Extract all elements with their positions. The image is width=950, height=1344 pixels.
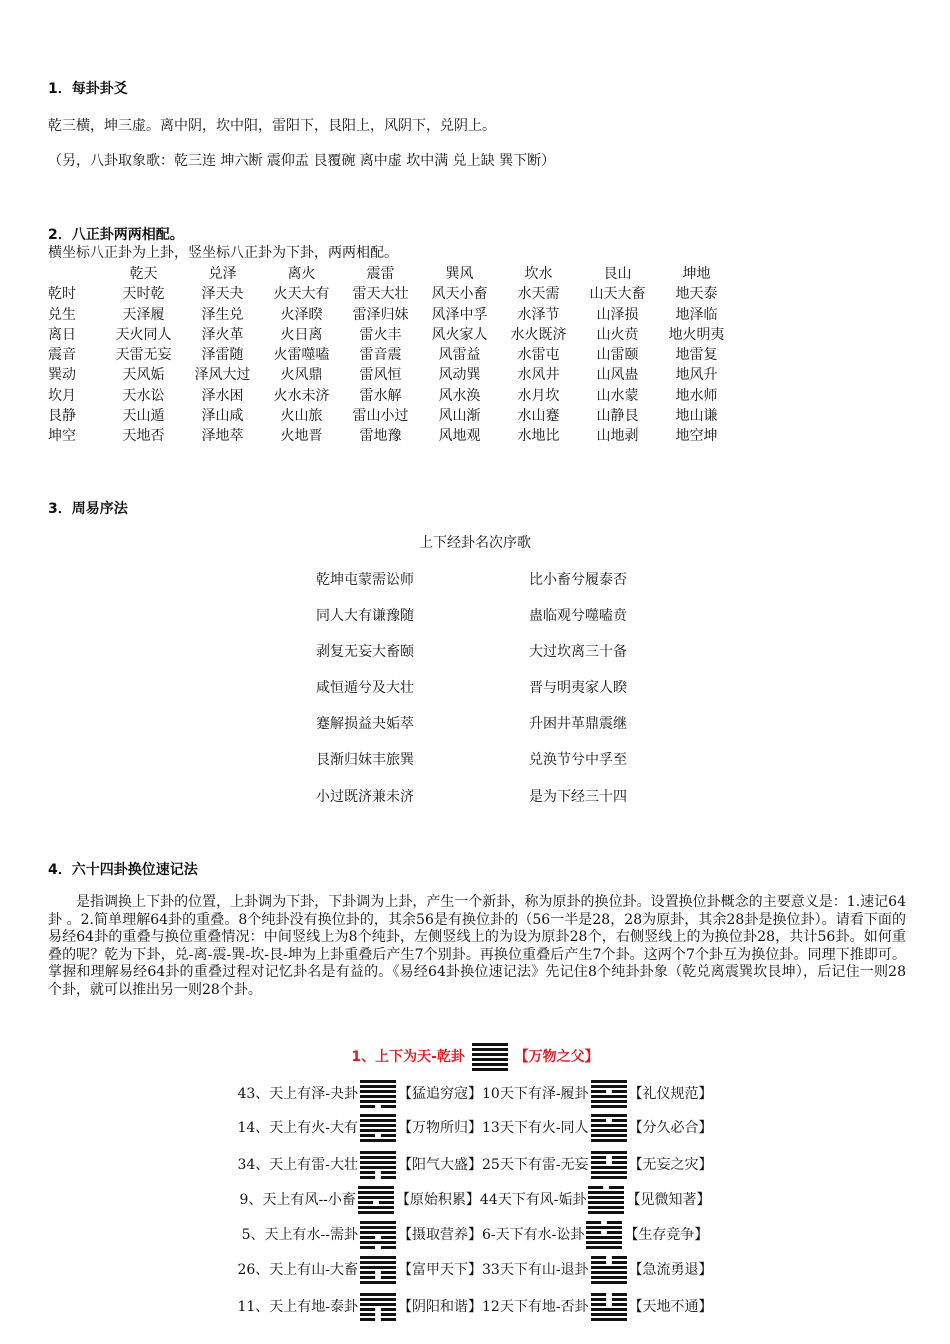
- yin-line-segment: [381, 1308, 396, 1311]
- yin-line-segment: [586, 1221, 601, 1224]
- yin-line-segment: [611, 1119, 626, 1122]
- column-header: 坎水: [524, 266, 553, 282]
- hexagram-left-motto: 【猛追穷寇】: [398, 1086, 482, 1102]
- hexagram-glyph: [472, 1043, 508, 1071]
- hexagram-icon: [591, 1293, 627, 1321]
- table-cell: 地雷复: [675, 347, 718, 364]
- table-cell: 天火同人: [115, 326, 172, 343]
- hexagram-left-label: 14、天上有火-大有: [237, 1120, 358, 1136]
- hexagram-glyph: [588, 1186, 624, 1214]
- section1-title: 1．每卦卦爻: [48, 81, 128, 97]
- hexagram-right-motto: 【分久必合】: [628, 1120, 713, 1136]
- hexagram-right-motto: 【礼仪规范】: [628, 1086, 713, 1102]
- yin-line-segment: [591, 1090, 606, 1093]
- yin-line-segment: [381, 1176, 396, 1179]
- yang-line: [360, 1293, 396, 1296]
- yang-line: [360, 1129, 396, 1132]
- table-row: [48, 305, 736, 325]
- row-header: 兑生: [48, 306, 76, 323]
- row-header: 乾时: [48, 286, 76, 303]
- yang-line: [591, 1100, 627, 1103]
- table-cell: 地泽临: [675, 306, 718, 323]
- yin-line-segment: [588, 1186, 603, 1189]
- hexagram-glyph: [360, 1114, 396, 1142]
- table-cell: 雷火丰: [359, 326, 402, 343]
- column-header: 巽风: [445, 266, 474, 282]
- hexagram-row: [0, 1293, 950, 1321]
- table-cell: 地天泰: [675, 286, 718, 303]
- yang-line: [591, 1085, 627, 1088]
- song-line-left: 剥复无妄大畜颐: [316, 644, 414, 660]
- song-line-right: 比小畜兮履泰否: [529, 572, 627, 588]
- hexagram-row: [0, 1151, 950, 1179]
- table-header-row: [48, 264, 736, 284]
- hexagram-left-motto: 【阳气大盛】: [398, 1157, 482, 1173]
- table-corner: [48, 264, 104, 284]
- table-cell: 地火明夷: [668, 326, 725, 343]
- hexagram-left-label: 9、天上有风--小畜: [239, 1192, 356, 1208]
- yin-line-segment: [611, 1303, 626, 1306]
- table-row: [48, 284, 736, 304]
- yin-line-segment: [607, 1221, 622, 1224]
- table-row: [48, 365, 736, 385]
- yang-line: [588, 1211, 624, 1214]
- table-cell: 山地剥: [596, 428, 639, 445]
- yin-line-segment: [591, 1298, 606, 1301]
- hexagram-icon: [360, 1080, 396, 1108]
- hexagram-right-label: 33天下有山-退卦: [482, 1262, 589, 1278]
- yin-line-segment: [611, 1090, 626, 1093]
- yang-line: [360, 1124, 396, 1127]
- yang-line: [591, 1318, 627, 1321]
- table-cell: 天风姤: [122, 367, 165, 384]
- column-header: 离火: [287, 266, 316, 282]
- yin-line-segment: [381, 1313, 396, 1316]
- row-header: 艮静: [48, 408, 76, 425]
- column-header: 兑泽: [208, 266, 237, 282]
- yin-line-segment: [609, 1186, 624, 1189]
- row-header: 坤空: [48, 428, 76, 445]
- table-cell: 泽雷随: [201, 347, 244, 364]
- yin-line-segment: [360, 1236, 375, 1239]
- table-cell: 水天需: [517, 286, 560, 303]
- table-cell: 火天大有: [273, 286, 330, 303]
- hexagram-right-label: 44天下有风-姤卦: [479, 1192, 587, 1208]
- table-cell: 风泽中孚: [431, 306, 488, 323]
- song-line-left: 咸恒遁兮及大壮: [316, 680, 414, 696]
- song-line-left: 乾坤屯蒙需讼师: [316, 572, 414, 588]
- table-cell: 山水蒙: [596, 387, 639, 404]
- table-cell: 雷泽归妹: [352, 306, 409, 323]
- yang-line: [591, 1166, 627, 1169]
- hexagram-glyph: [358, 1186, 394, 1214]
- yang-line: [472, 1043, 508, 1046]
- table-cell: 风火家人: [431, 326, 488, 343]
- table-cell: 泽地萃: [201, 428, 244, 445]
- table-cell: 泽天夬: [201, 286, 244, 303]
- yang-line: [358, 1191, 394, 1194]
- yin-line-segment: [360, 1313, 375, 1316]
- section2-title: 2．八正卦两两相配。: [48, 227, 184, 243]
- table-cell: 风雷益: [438, 347, 481, 364]
- table-cell: 天泽履: [122, 306, 165, 323]
- yin-line-segment: [381, 1236, 396, 1239]
- song-line-right: 是为下经三十四: [529, 789, 627, 805]
- yang-line: [588, 1196, 624, 1199]
- hexagram-icon: [360, 1293, 396, 1321]
- song-line-left: 蹇解损益夬姤萃: [316, 716, 414, 732]
- yang-line: [358, 1186, 394, 1189]
- song-line-right: 兑涣节兮中孚至: [529, 752, 627, 768]
- song-line-left: 艮渐归妹丰旅巽: [316, 752, 414, 768]
- hexagram-right-label: 6-天下有水-讼卦: [482, 1227, 585, 1243]
- yang-line: [591, 1266, 627, 1269]
- yang-line: [591, 1114, 627, 1117]
- yin-line-segment: [611, 1261, 626, 1264]
- yang-line: [591, 1151, 627, 1154]
- yang-line: [358, 1211, 394, 1214]
- section3-title: 3．周易序法: [48, 501, 128, 517]
- song-line-right: 升困井革鼎震继: [529, 716, 627, 732]
- yang-line: [591, 1080, 627, 1083]
- table-cell: 风地观: [438, 428, 481, 445]
- yang-line: [360, 1241, 396, 1244]
- yin-line-segment: [591, 1119, 606, 1122]
- yin-line-segment: [591, 1256, 606, 1259]
- table-cell: 雷地豫: [359, 428, 402, 445]
- yin-line-segment: [360, 1176, 375, 1179]
- yang-line: [586, 1241, 622, 1244]
- yang-line: [360, 1100, 396, 1103]
- yin-line-segment: [360, 1318, 375, 1321]
- hexagram-glyph: [586, 1221, 622, 1249]
- table-cell: 山天大畜: [589, 286, 646, 303]
- hexagram-row: [0, 1186, 950, 1214]
- hexagram-left-motto: 【万物所归】: [398, 1120, 482, 1136]
- hexagram-right-label: 10天下有泽-履卦: [482, 1086, 589, 1102]
- table-cell: 雷天大壮: [352, 286, 409, 303]
- yin-line-segment: [611, 1298, 626, 1301]
- yin-line-segment: [381, 1105, 396, 1108]
- column-header: 坤地: [682, 266, 711, 282]
- yang-line: [360, 1095, 396, 1098]
- yang-line: [591, 1276, 627, 1279]
- yin-line-segment: [360, 1276, 375, 1279]
- yin-line-segment: [360, 1171, 375, 1174]
- yang-line: [591, 1139, 627, 1142]
- table-cell: 水地比: [517, 428, 560, 445]
- hexagram-right-motto: 【无妄之灾】: [628, 1157, 713, 1173]
- table-cell: 火雷噬嗑: [273, 347, 330, 364]
- table-cell: 山火贲: [596, 326, 639, 343]
- table-row: [48, 345, 736, 365]
- yin-line-segment: [611, 1256, 626, 1259]
- section1-line2: （另，八卦取象歌：乾三连 坤六断 震仰盂 艮覆碗 离中虚 坎中满 兑上缺 巽下断）: [48, 153, 556, 169]
- yang-line: [360, 1231, 396, 1234]
- yin-line-segment: [360, 1105, 375, 1108]
- yin-line-segment: [381, 1134, 396, 1137]
- hexagram-left-label: 34、天上有雷-大壮: [237, 1157, 358, 1173]
- yang-line: [591, 1176, 627, 1179]
- song-line-right: 晋与明夷家人睽: [529, 680, 627, 696]
- yang-line: [360, 1298, 396, 1301]
- yang-line: [360, 1303, 396, 1306]
- table-cell: 雷风恒: [359, 367, 402, 384]
- yin-line-segment: [358, 1201, 373, 1204]
- table-cell: 风水涣: [438, 387, 481, 404]
- hexagram-glyph: [360, 1256, 396, 1284]
- table-cell: 火水未济: [273, 387, 330, 404]
- yang-line: [472, 1063, 508, 1066]
- yang-line: [591, 1095, 627, 1098]
- yang-line: [358, 1206, 394, 1209]
- yin-line-segment: [591, 1161, 606, 1164]
- section4-body: 是指调换上下卦的位置，上卦调为下卦，下卦调为上卦，产生一个新卦，称为原卦的换位卦。设置换位卦概念的主要意义是：1.速记64卦 。2.简单理解64卦的重叠。8个纯卦没有换位卦的，其余56是有换位卦的（56一半是28，28为原卦，其余28卦是换位卦）。请看下面的易经64卦的重叠与换位重叠情况：中间竖线上为8个纯卦，左侧竖线上的为设为原卦28个，右侧竖线上的为换位卦28，共计56卦。如何重叠的呢？乾为下卦，兑-离-震-巽-坎-艮-坤为上卦重叠后产生7个别卦。再换位重叠后产生7个卦。这两个7个卦互为换位卦。同理下推即可。掌握和理解易经64卦的重叠过程对记忆卦名是有益的。《易经64卦换位速记法》先记住8个纯卦卦象（乾兑离震巽坎艮坤），后记住一则28个卦，就可以推出另一则28个卦。: [48, 894, 906, 998]
- yin-line-segment: [586, 1231, 601, 1234]
- hexagram-right-motto: 【见微知著】: [626, 1192, 711, 1208]
- yang-line: [360, 1256, 396, 1259]
- hexagram-glyph: [591, 1114, 627, 1142]
- table-cell: 天水讼: [122, 387, 165, 404]
- hexagram-icon: [472, 1043, 508, 1071]
- gua-pairing-table: [48, 264, 736, 447]
- hexagram-left-label: 5、天上有水--需卦: [241, 1227, 358, 1243]
- yang-line: [360, 1226, 396, 1229]
- table-cell: 雷水解: [359, 387, 402, 404]
- yang-line: [591, 1281, 627, 1284]
- hexagram-right-motto: 【生存竞争】: [624, 1227, 709, 1243]
- table-cell: 地风升: [675, 367, 718, 384]
- yin-line-segment: [591, 1293, 606, 1296]
- table-cell: 水月坎: [517, 387, 560, 404]
- row-header: 坎月: [48, 387, 76, 404]
- yin-line-segment: [591, 1303, 606, 1306]
- table-cell: 火泽睽: [280, 306, 323, 323]
- yin-line-segment: [360, 1246, 375, 1249]
- table-cell: 天山遁: [122, 408, 165, 425]
- table-cell: 山泽损: [596, 306, 639, 323]
- table-cell: 天地否: [122, 428, 165, 445]
- yang-line: [586, 1246, 622, 1249]
- hexagram-right-label: 25天下有雷-无妄: [482, 1157, 589, 1173]
- yang-line: [360, 1151, 396, 1154]
- yang-line: [586, 1236, 622, 1239]
- table-cell: 火日离: [280, 326, 323, 343]
- table-cell: 雷音震: [359, 347, 402, 364]
- table-cell: 水火既济: [510, 326, 567, 343]
- yang-line: [591, 1271, 627, 1274]
- hexagram-right-motto: 【急流勇退】: [628, 1262, 713, 1278]
- table-cell: 火风鼎: [280, 367, 323, 384]
- hexagram-icon: [591, 1080, 627, 1108]
- qian-motto: 【万物之父】: [514, 1049, 599, 1065]
- hexagram-glyph: [360, 1080, 396, 1108]
- hexagram-icon: [360, 1256, 396, 1284]
- yang-line: [360, 1221, 396, 1224]
- hexagram-row: [0, 1256, 950, 1284]
- hexagram-glyph: [360, 1221, 396, 1249]
- table-cell: 雷山小过: [352, 408, 409, 425]
- yin-line-segment: [381, 1271, 396, 1274]
- hexagram-row: [0, 1080, 950, 1108]
- hexagram-right-motto: 【天地不通】: [628, 1299, 713, 1315]
- hexagram-icon: [360, 1151, 396, 1179]
- table-cell: 水泽节: [517, 306, 560, 323]
- yang-line: [472, 1058, 508, 1061]
- yin-line-segment: [381, 1246, 396, 1249]
- table-cell: 地水师: [675, 387, 718, 404]
- yang-line: [591, 1105, 627, 1108]
- song-title: 上下经卦名次序歌: [419, 535, 531, 551]
- yin-line-segment: [379, 1201, 394, 1204]
- hexagram-icon: [591, 1151, 627, 1179]
- table-cell: 泽山咸: [201, 408, 244, 425]
- table-cell: 水风井: [517, 367, 560, 384]
- yang-line: [360, 1139, 396, 1142]
- yang-line: [358, 1196, 394, 1199]
- yin-line-segment: [591, 1156, 606, 1159]
- hexagram-row: [0, 1114, 950, 1142]
- song-line-right: 蛊临观兮噬嗑贲: [529, 608, 627, 624]
- yang-line: [588, 1206, 624, 1209]
- yin-line-segment: [360, 1308, 375, 1311]
- yin-line-segment: [360, 1271, 375, 1274]
- table-cell: 风天小畜: [431, 286, 488, 303]
- yang-line: [588, 1191, 624, 1194]
- yang-line: [591, 1308, 627, 1311]
- hexagram-left-motto: 【摄取营养】: [398, 1227, 482, 1243]
- table-cell: 山风蛊: [596, 367, 639, 384]
- row-header: 巽动: [48, 367, 76, 384]
- section4-title: 4．六十四卦换位速记法: [48, 862, 198, 878]
- song-line-left: 小过既济兼未济: [316, 789, 414, 805]
- hexagram-left-motto: 【原始积累】: [395, 1192, 480, 1208]
- yin-line-segment: [381, 1318, 396, 1321]
- table-cell: 水雷屯: [517, 347, 560, 364]
- yang-line: [360, 1114, 396, 1117]
- section1-line1: 乾三横，坤三虚。离中阴，坎中阳，雷阳下，艮阳上，风阴下，兑阴上。: [48, 118, 496, 134]
- song-line-right: 大过坎离三十备: [529, 644, 627, 660]
- hexagram-glyph: [591, 1293, 627, 1321]
- yang-line: [586, 1226, 622, 1229]
- column-header: 艮山: [603, 266, 632, 282]
- hexagram-left-motto: 【阴阳和谐】: [398, 1299, 482, 1315]
- hexagram-icon: [591, 1256, 627, 1284]
- table-cell: 泽水困: [201, 387, 244, 404]
- hexagram-row: [0, 1221, 950, 1249]
- yin-line-segment: [381, 1276, 396, 1279]
- hexagram-left-label: 43、天上有泽-夬卦: [237, 1086, 358, 1102]
- hexagram-icon: [358, 1186, 394, 1214]
- yang-line: [360, 1085, 396, 1088]
- yin-line-segment: [591, 1261, 606, 1264]
- hexagram-left-label: 26、天上有山-大畜: [237, 1262, 358, 1278]
- yang-line: [588, 1201, 624, 1204]
- row-header: 离日: [48, 326, 76, 343]
- yang-line: [591, 1129, 627, 1132]
- yang-line: [360, 1261, 396, 1264]
- hexagram-icon: [360, 1114, 396, 1142]
- yin-line-segment: [611, 1161, 626, 1164]
- qian-title: [0, 1043, 950, 1071]
- yin-line-segment: [611, 1156, 626, 1159]
- yin-line-segment: [381, 1171, 396, 1174]
- table-cell: 地空坤: [675, 428, 718, 445]
- yang-line: [360, 1156, 396, 1159]
- table-cell: 地山谦: [675, 408, 718, 425]
- table-cell: 泽生兑: [201, 306, 244, 323]
- yang-line: [591, 1171, 627, 1174]
- table-row: [48, 386, 736, 406]
- hexagram-glyph: [591, 1080, 627, 1108]
- yang-line: [360, 1166, 396, 1169]
- yang-line: [472, 1048, 508, 1051]
- table-row: [48, 426, 736, 446]
- yin-line-segment: [607, 1231, 622, 1234]
- yang-line: [472, 1053, 508, 1056]
- yang-line: [591, 1313, 627, 1316]
- hexagram-left-label: 11、天上有地-泰卦: [237, 1299, 358, 1315]
- section2-intro: 横坐标八正卦为上卦，竖坐标八正卦为下卦，两两相配。: [48, 245, 398, 261]
- hexagram-icon: [586, 1221, 622, 1249]
- yang-line: [360, 1281, 396, 1284]
- column-header: 乾天: [129, 266, 158, 282]
- table-cell: 泽风大过: [194, 367, 251, 384]
- table-cell: 风动巽: [438, 367, 481, 384]
- hexagram-right-label: 12天下有地-否卦: [482, 1299, 589, 1315]
- hexagram-icon: [360, 1221, 396, 1249]
- hexagram-left-motto: 【富甲天下】: [398, 1262, 482, 1278]
- song-line-left: 同人大有谦豫随: [316, 608, 414, 624]
- yin-line-segment: [611, 1293, 626, 1296]
- yang-line: [360, 1119, 396, 1122]
- yang-line: [360, 1161, 396, 1164]
- table-row: [48, 406, 736, 426]
- hexagram-glyph: [591, 1151, 627, 1179]
- table-cell: 火地晋: [280, 428, 323, 445]
- column-header: 震雷: [366, 266, 395, 282]
- yang-line: [360, 1090, 396, 1093]
- table-cell: 山静艮: [596, 408, 639, 425]
- table-cell: 天雷无妄: [115, 347, 172, 364]
- hexagram-icon: [591, 1114, 627, 1142]
- yang-line: [360, 1266, 396, 1269]
- hexagram-glyph: [591, 1256, 627, 1284]
- table-cell: 山雷颐: [596, 347, 639, 364]
- table-cell: 泽火革: [201, 326, 244, 343]
- table-cell: 水山蹇: [517, 408, 560, 425]
- yin-line-segment: [360, 1134, 375, 1137]
- yang-line: [360, 1080, 396, 1083]
- hexagram-right-label: 13天下有火-同人: [482, 1120, 589, 1136]
- yang-line: [591, 1124, 627, 1127]
- hexagram-icon: [588, 1186, 624, 1214]
- row-header: 震音: [48, 347, 76, 364]
- yang-line: [591, 1134, 627, 1137]
- hexagram-glyph: [360, 1151, 396, 1179]
- table-cell: 天时乾: [122, 286, 165, 303]
- qian-title-text: 1、上下为天-乾卦: [351, 1049, 465, 1065]
- table-cell: 火山旅: [280, 408, 323, 425]
- hexagram-glyph: [360, 1293, 396, 1321]
- table-row: [48, 325, 736, 345]
- yang-line: [472, 1068, 508, 1071]
- table-cell: 风山渐: [438, 408, 481, 425]
